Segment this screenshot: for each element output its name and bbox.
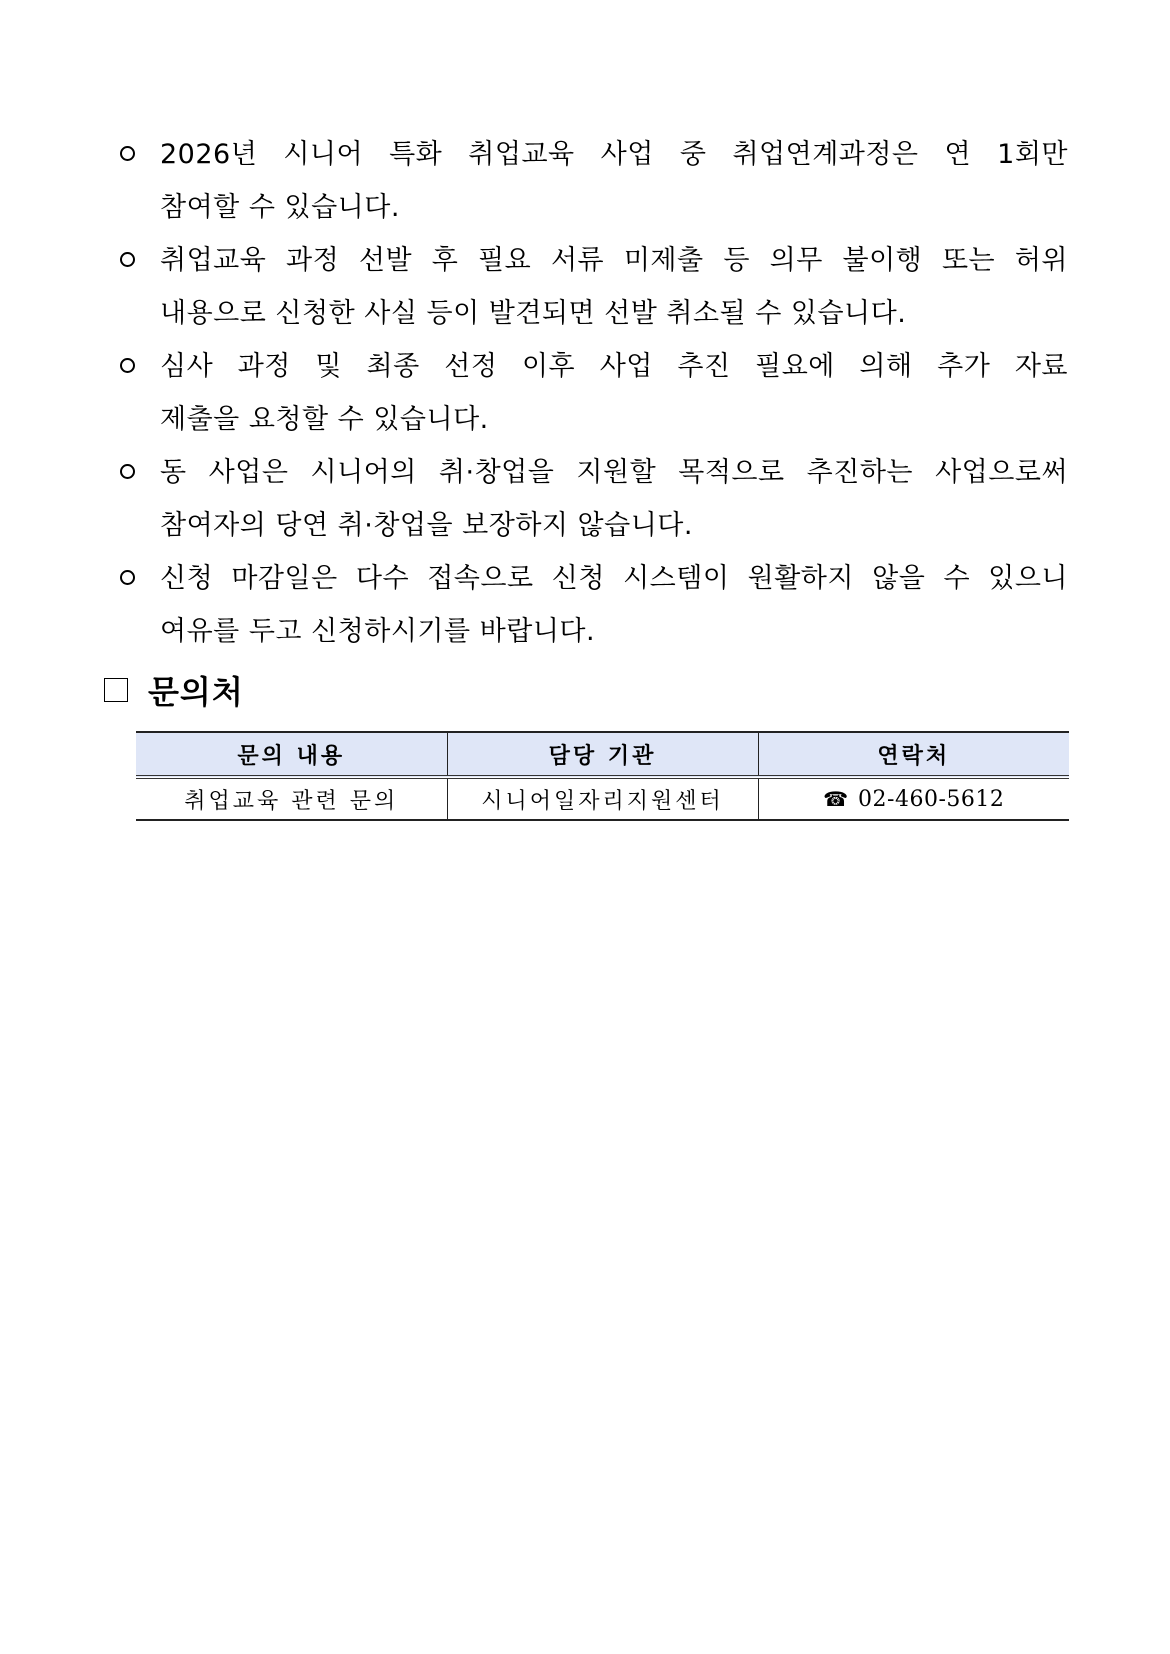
notice-item-2 bbox=[0, 234, 1170, 340]
contact-table bbox=[136, 731, 1069, 821]
notice-line: 취업교육 과정 선발 후 필요 서류 미제출 등 의무 불이행 또는 허위 bbox=[160, 245, 1068, 276]
circle-bullet-icon bbox=[120, 570, 135, 585]
cell-contact bbox=[758, 777, 1069, 820]
notice-line: 내용으로 신청한 사실 등이 발견되면 선발 취소될 수 있습니다. bbox=[160, 298, 907, 329]
column-header-agency: 담당 기관 bbox=[447, 732, 758, 777]
notice-item-3 bbox=[0, 340, 1170, 446]
notice-line: 여유를 두고 신청하시기를 바랍니다. bbox=[160, 616, 596, 647]
notice-line: 심사 과정 및 최종 선정 이후 사업 추진 필요에 의해 추가 자료 bbox=[160, 351, 1068, 382]
notice-item-4 bbox=[0, 446, 1170, 552]
notice-line: 신청 마감일은 다수 접속으로 신청 시스템이 원활하지 않을 수 있으니 bbox=[160, 563, 1068, 594]
circle-bullet-icon bbox=[120, 252, 135, 267]
notice-item-5 bbox=[0, 552, 1170, 658]
circle-bullet-icon bbox=[120, 146, 135, 161]
phone-icon: ☎ bbox=[823, 786, 849, 811]
cell-agency: 시니어일자리지원센터 bbox=[447, 777, 758, 820]
circle-bullet-icon bbox=[120, 464, 135, 479]
notice-item-1 bbox=[0, 128, 1170, 234]
notice-line: 제출을 요청할 수 있습니다. bbox=[160, 404, 489, 435]
section-title: 문의처 bbox=[148, 673, 244, 711]
notice-line: 동 사업은 시니어의 취·창업을 지원할 목적으로 추진하는 사업으로써 bbox=[160, 457, 1068, 488]
notice-line: 참여할 수 있습니다. bbox=[160, 192, 400, 223]
table-header-row bbox=[136, 732, 1069, 777]
column-header-contact: 연락처 bbox=[758, 732, 1069, 777]
notice-line: 참여자의 당연 취·창업을 보장하지 않습니다. bbox=[160, 510, 693, 541]
square-bullet-icon bbox=[104, 678, 128, 702]
notice-list bbox=[0, 128, 1170, 658]
phone-number: 02-460-5612 bbox=[858, 786, 1005, 812]
notice-line: 2026년 시니어 특화 취업교육 사업 중 취업연계과정은 연 1회만 bbox=[160, 139, 1068, 170]
table-row bbox=[136, 777, 1069, 820]
cell-topic: 취업교육 관련 문의 bbox=[136, 777, 447, 820]
column-header-topic: 문의 내용 bbox=[136, 732, 447, 777]
contact-section-heading bbox=[104, 668, 244, 712]
circle-bullet-icon bbox=[120, 358, 135, 373]
